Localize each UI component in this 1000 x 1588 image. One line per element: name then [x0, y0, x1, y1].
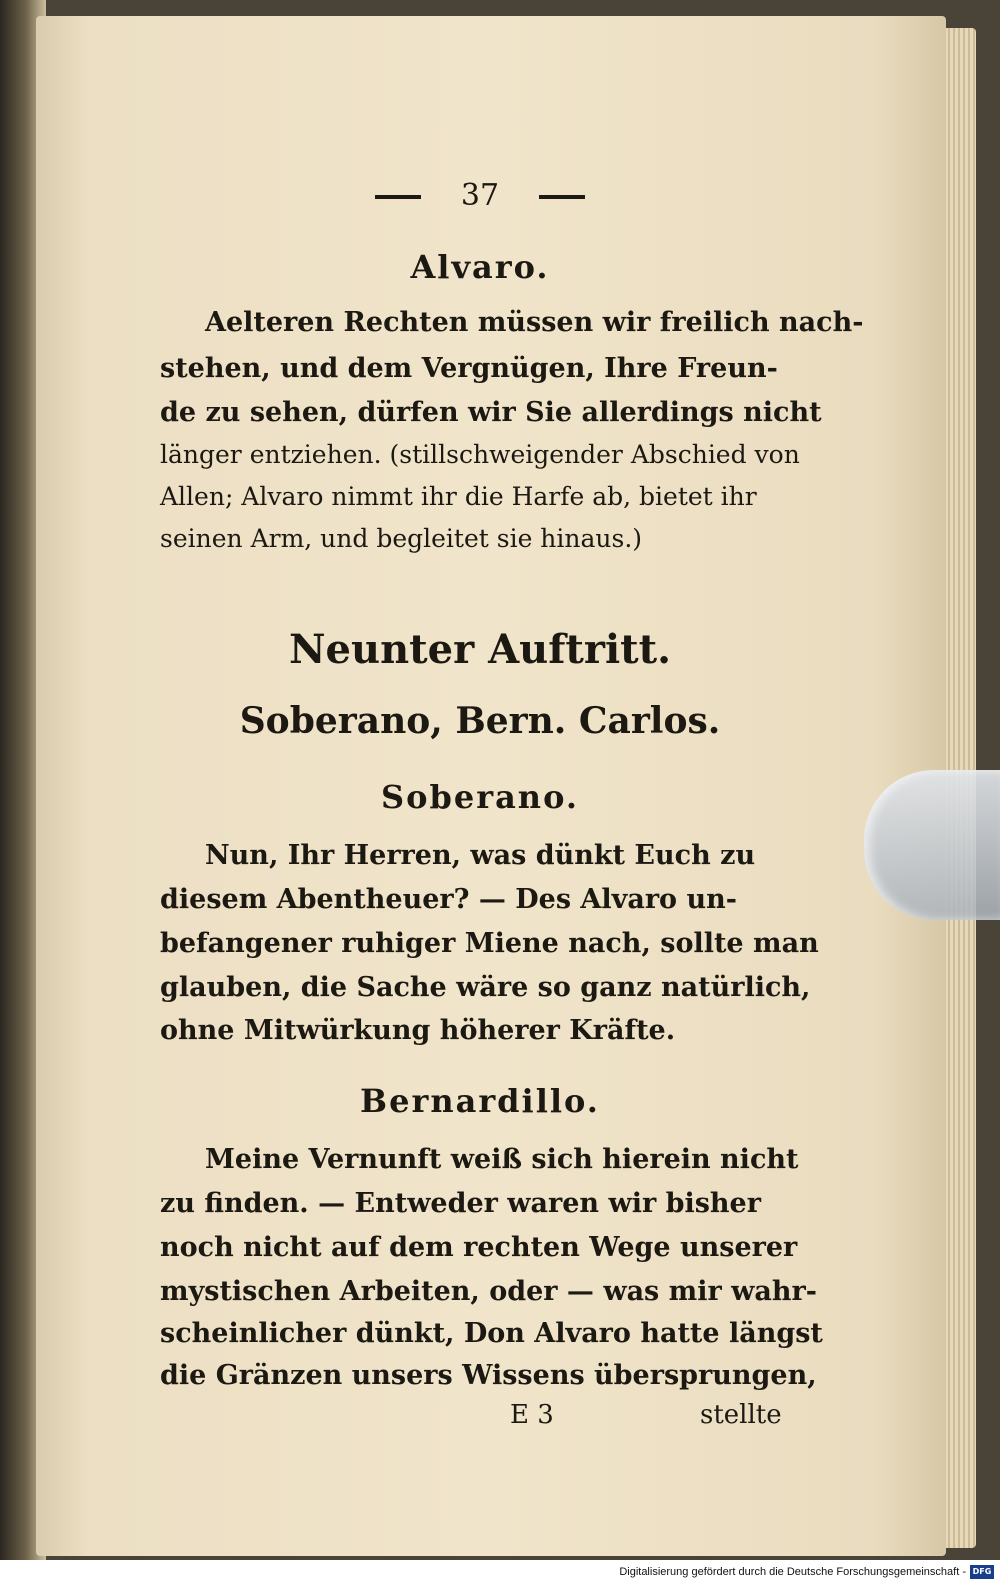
text-line: länger entziehen. (stillschweigender Abschied von — [160, 440, 800, 469]
text-line: stehen, und dem Vergnügen, Ihre Freun- — [160, 353, 778, 384]
text-line: scheinlicher dünkt, Don Alvaro hatte längst — [160, 1318, 823, 1349]
speaker-bernardillo: Bernardillo. — [360, 1082, 600, 1120]
text-line: Nun, Ihr Herren, was dünkt Euch zu — [205, 840, 756, 871]
text-line: Aelteren Rechten müssen wir freilich nach- — [205, 307, 864, 338]
scene-title: Neunter Auftritt. — [288, 626, 672, 673]
dash-left — [375, 195, 421, 199]
speaker-soberano: Soberano. — [381, 778, 579, 816]
footer-credit: Digitalisierung gefördert durch die Deutsche Forschungsgemeinschaft - — [619, 1566, 966, 1578]
dash-right — [539, 195, 585, 199]
page-number: 37 — [460, 178, 500, 213]
scene-cast: Soberano, Bern. Carlos. — [239, 700, 721, 742]
text-line: Meine Vernunft weiß sich hierein nicht — [205, 1144, 799, 1175]
speaker-alvaro: Alvaro. — [410, 248, 550, 286]
text-line: glauben, die Sache wäre so ganz natürlich, — [160, 972, 811, 1003]
text-line: de zu sehen, dürfen wir Sie allerdings nicht — [160, 397, 822, 428]
text-line: diesem Abentheuer? — Des Alvaro un- — [160, 884, 737, 915]
text-line: seinen Arm, und begleitet sie hinaus.) — [160, 524, 643, 553]
catchword: stellte — [700, 1400, 782, 1430]
text-line: Allen; Alvaro nimmt ihr die Harfe ab, bietet ihr — [160, 482, 757, 511]
page-header — [0, 178, 960, 213]
text-line: befangener ruhiger Miene nach, sollte man — [160, 928, 819, 959]
text-line: mystischen Arbeiten, oder — was mir wahr- — [160, 1276, 817, 1307]
text-line: ohne Mitwürkung höherer Kräfte. — [160, 1015, 676, 1046]
text-line: noch nicht auf dem rechten Wege unserer — [160, 1232, 798, 1263]
text-line: die Gränzen unsers Wissens übersprungen, — [160, 1360, 817, 1391]
dfg-logo: DFG — [970, 1565, 994, 1579]
page-clip — [864, 770, 1000, 920]
signature-mark: E 3 — [510, 1400, 554, 1430]
text-line: zu finden. — Entweder waren wir bisher — [160, 1188, 761, 1219]
